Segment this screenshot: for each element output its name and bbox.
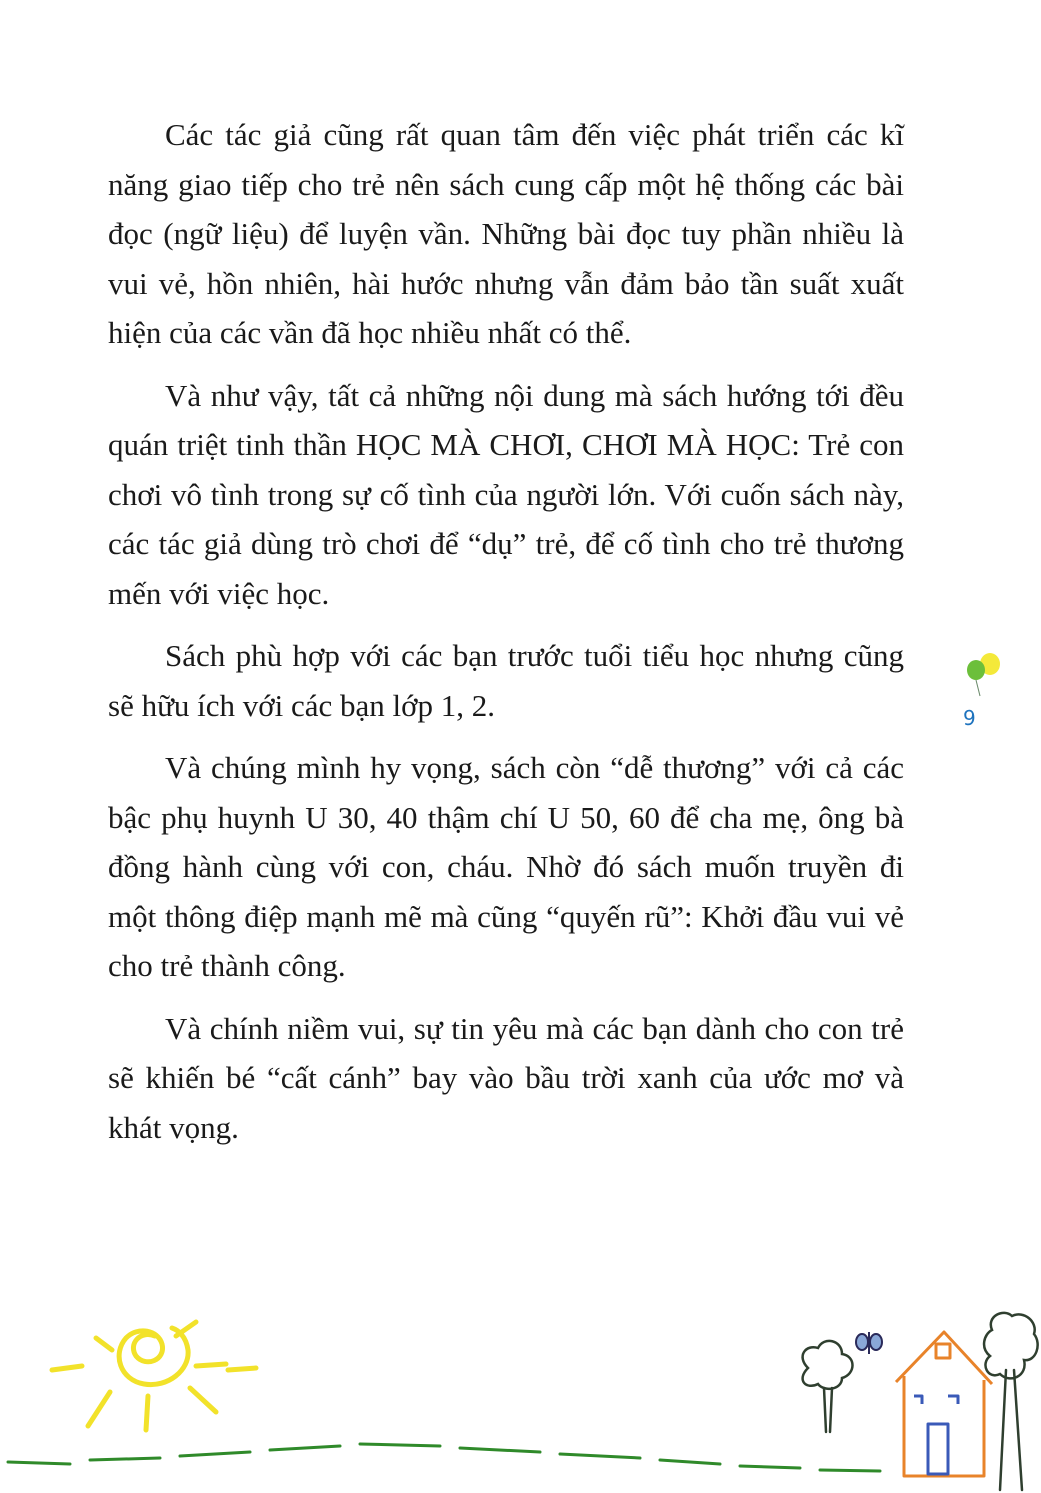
big-tree-icon — [984, 1313, 1038, 1490]
paragraph-5: Và chính niềm vui, sự tin yêu mà các bạn dành cho con trẻ sẽ khiến bé “cất cánh” bay vào bầu trời xanh của ước mơ và khát vọng. — [108, 1010, 904, 1145]
paragraph-4: Và chúng mình hy vọng, sách còn “dễ thương” với cả các bậc phụ huynh U 30, 40 thậm chí U 50, 60 để cha mẹ, ông bà đồng hành cùng với con, cháu. Nhờ đó sách muốn truyền đi một thông điệp mạnh mẽ mà cũng “quyến rũ”: Khởi đầu vui vẻ cho trẻ thành công. — [108, 750, 904, 983]
paragraph-1: Các tác giả cũng rất quan tâm đến việc phát triển các kĩ năng giao tiếp cho trẻ nên sách cung cấp một hệ thống các bài đọc (ngữ liệu) để luyện vần. Những bài đọc tuy phần nhiều là vui vẻ, hồn nhiên, hài hước nhưng vẫn đảm bảo tần suất xuất hiện của các vần đã học nhiều nhất có thể. — [108, 117, 904, 350]
footer-illustration — [0, 1300, 1041, 1493]
page-number: 9 — [963, 706, 976, 730]
paragraph-3: Sách phù hợp với các bạn trước tuổi tiểu học nhưng cũng sẽ hữu ích với các bạn lớp 1, 2. — [108, 638, 904, 723]
body-text — [108, 110, 904, 1165]
butterfly-icon — [856, 1332, 882, 1354]
balloons-icon — [958, 650, 1008, 700]
house-icon — [896, 1332, 992, 1476]
paragraph-2: Và như vậy, tất cả những nội dung mà sách hướng tới đều quán triệt tinh thần HỌC MÀ CHƠI, CHƠI MÀ HỌC: Trẻ con chơi vô tình trong sự cố tình của người lớn. Với cuốn sách này, các tác giả dùng trò chơi để “dụ” trẻ, để cố tình cho trẻ thương mến với việc học. — [108, 377, 904, 611]
tree-icon — [803, 1341, 853, 1432]
sun-icon — [52, 1322, 256, 1430]
grass-line — [8, 1444, 880, 1471]
